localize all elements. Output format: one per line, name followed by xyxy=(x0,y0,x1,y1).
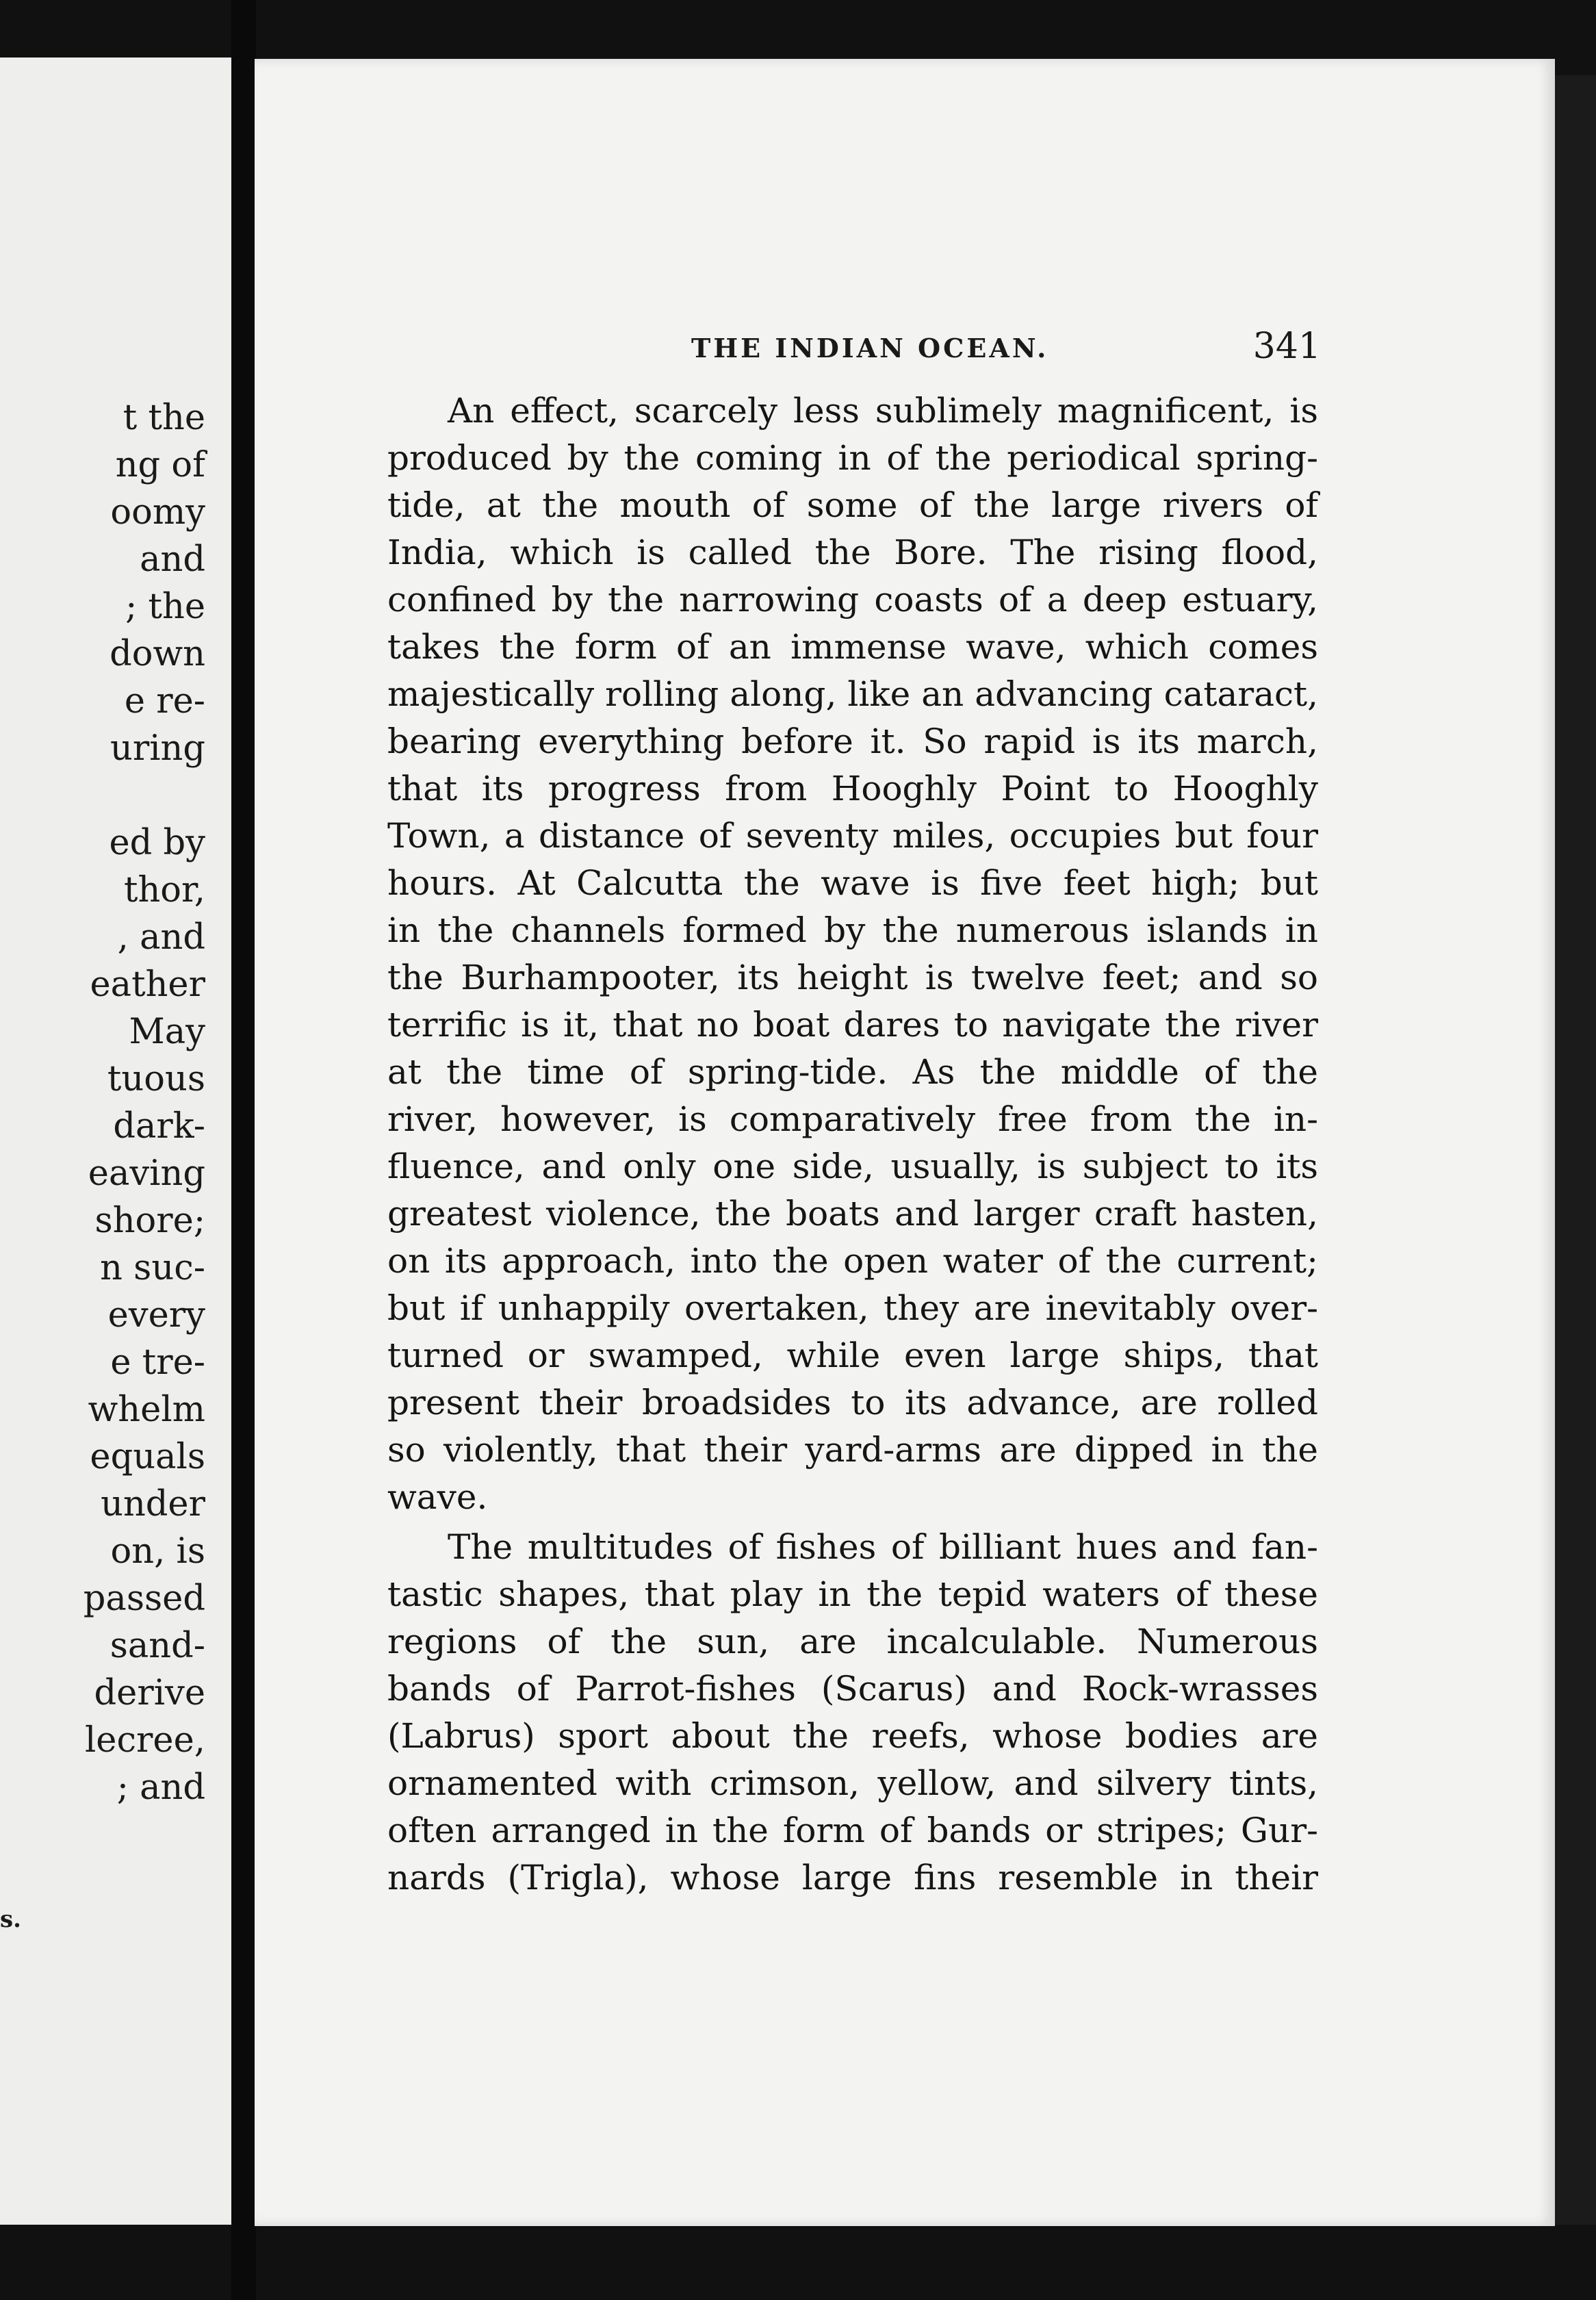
left-page-line: derive xyxy=(94,1673,205,1713)
left-page-line: sand- xyxy=(110,1626,205,1666)
text-line: regions of the sun, are incalculable. Numerous xyxy=(387,1622,1318,1661)
text-line: takes the form of an immense wave, which comes xyxy=(387,627,1318,667)
left-page-line: on, is xyxy=(110,1531,205,1572)
left-page-line: shore; xyxy=(94,1201,205,1241)
text-line: India, which is called the Bore. The rising flood, xyxy=(387,533,1318,572)
text-line: but if unhappily overtaken, they are inevitably over- xyxy=(387,1288,1318,1328)
text-line: confined by the narrowing coasts of a deep estuary, xyxy=(387,580,1318,619)
left-page-line: , and xyxy=(117,917,205,958)
text-line: the Burhampooter, its height is twelve feet; and so xyxy=(387,958,1318,997)
text-line: wave. xyxy=(387,1477,488,1517)
left-page-line: lecree, xyxy=(84,1720,205,1761)
text-line: The multitudes of fishes of billiant hues and fan- xyxy=(448,1527,1318,1567)
text-line: greatest violence, the boats and larger craft hasten, xyxy=(387,1194,1318,1234)
left-page-line: and xyxy=(140,539,205,580)
text-line: in the channels formed by the numerous islands in xyxy=(387,910,1318,950)
body-text xyxy=(387,387,1318,1902)
left-page-line: uring xyxy=(110,728,205,769)
left-page-line: every xyxy=(107,1295,205,1336)
left-page-line: oomy xyxy=(110,492,205,533)
text-line: present their broadsides to its advance, are rolled xyxy=(387,1383,1318,1422)
text-line: turned or swamped, while even large ships, that xyxy=(387,1336,1318,1375)
left-page-line: eather xyxy=(90,964,205,1005)
page-number: 341 xyxy=(1252,326,1321,367)
left-page-line: equals xyxy=(90,1437,205,1477)
text-line: (Labrus) sport about the reefs, whose bodies are xyxy=(387,1716,1318,1756)
text-line: often arranged in the form of bands or stripes; Gur- xyxy=(387,1811,1318,1850)
left-page-line: e tre- xyxy=(110,1342,205,1383)
text-line: bands of Parrot-fishes (Scarus) and Rock-wrasses xyxy=(387,1669,1318,1709)
left-facing-page xyxy=(0,58,231,2225)
text-line: river, however, is comparatively free from the in- xyxy=(387,1099,1318,1139)
text-line: at the time of spring-tide. As the middle of the xyxy=(387,1052,1318,1092)
text-line: that its progress from Hooghly Point to Hooghly xyxy=(387,769,1318,808)
left-page-line: May xyxy=(129,1012,205,1052)
text-line: hours. At Calcutta the wave is five feet high; but xyxy=(387,863,1318,903)
left-page-line: t the xyxy=(123,398,205,438)
left-page-footer-fragment: s. xyxy=(0,1906,21,1933)
left-page-line: down xyxy=(110,634,205,674)
left-page-line: ng of xyxy=(115,445,205,485)
page-header xyxy=(691,326,1321,374)
text-line: Town, a distance of seventy miles, occupies but four xyxy=(387,816,1318,856)
page-edge-shadow xyxy=(1555,75,1596,2225)
text-line: nards (Trigla), whose large fins resemble in their xyxy=(387,1858,1318,1898)
text-line: on its approach, into the open water of the current; xyxy=(387,1241,1318,1281)
text-line: bearing everything before it. So rapid is its march, xyxy=(387,721,1318,761)
text-line: tastic shapes, that play in the tepid waters of these xyxy=(387,1574,1318,1614)
left-page-line: ; and xyxy=(116,1767,205,1808)
text-line: so violently, that their yard-arms are dipped in the xyxy=(387,1430,1318,1470)
left-page-line: whelm xyxy=(88,1390,205,1430)
text-line: produced by the coming in of the periodical spring- xyxy=(387,438,1318,478)
left-page-line: thor, xyxy=(123,870,205,910)
book-gutter xyxy=(231,0,256,2300)
left-page-line: passed xyxy=(83,1579,205,1619)
left-page-line: ed by xyxy=(109,823,205,863)
text-line: An effect, scarcely less sublimely magnificent, is xyxy=(448,391,1318,431)
text-line: terrific is it, that no boat dares to navigate the river xyxy=(387,1005,1318,1045)
running-head: THE INDIAN OCEAN. xyxy=(691,333,1049,363)
text-line: ornamented with crimson, yellow, and silvery tints, xyxy=(387,1763,1318,1803)
left-page-line: n suc- xyxy=(100,1248,205,1288)
left-page-line: e re- xyxy=(124,681,205,721)
left-page-line: tuous xyxy=(107,1059,205,1099)
left-page-line: eaving xyxy=(88,1153,205,1194)
text-line: majestically rolling along, like an advancing cataract, xyxy=(387,674,1318,714)
text-line: tide, at the mouth of some of the large rivers of xyxy=(387,485,1318,525)
left-page-line: under xyxy=(101,1484,205,1524)
left-page-line: dark- xyxy=(113,1106,205,1147)
left-page-line: ; the xyxy=(125,587,205,627)
text-line: fluence, and only one side, usually, is subject to its xyxy=(387,1147,1318,1186)
